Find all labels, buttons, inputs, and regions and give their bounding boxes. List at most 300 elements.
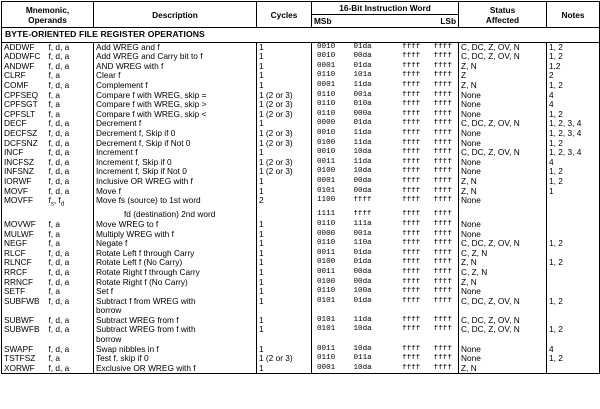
table-row bbox=[2, 297, 600, 307]
cell-w1: 0001 bbox=[317, 80, 336, 89]
cell-cyc: 1 bbox=[257, 364, 312, 374]
cell-status: C, Z, N bbox=[459, 249, 547, 259]
instruction-set-table bbox=[1, 1, 600, 374]
cell-w2: 11da bbox=[353, 157, 372, 166]
cell-cyc: 1 bbox=[257, 42, 312, 52]
cell-desc: Subtract f from WREG with bbox=[94, 297, 257, 307]
cell-notes: 1, 2 bbox=[547, 42, 600, 52]
cell-mn: ANDWF bbox=[2, 62, 47, 72]
cell-w3: ffff bbox=[402, 138, 421, 147]
cell-w2: 00da bbox=[353, 176, 372, 185]
cell-cyc: 1 (2 or 3) bbox=[257, 100, 312, 110]
cell-desc: Inclusive OR WREG with f bbox=[94, 177, 257, 187]
cell-cyc: 1 (2 or 3) bbox=[257, 167, 312, 177]
cell-w3: ffff bbox=[402, 258, 421, 267]
cell-w1: 0100 bbox=[317, 277, 336, 286]
cell-w3: ffff bbox=[402, 109, 421, 118]
cell-desc: Move WREG to f bbox=[94, 220, 257, 230]
cell-ops: f, d, a bbox=[47, 268, 94, 278]
cell-ops: f, d, a bbox=[47, 278, 94, 288]
cell-w2: 010a bbox=[353, 100, 372, 109]
cell-status: Z, N bbox=[459, 81, 547, 91]
cell-w2: 01da bbox=[353, 258, 372, 267]
cell-w4: ffff bbox=[429, 167, 459, 177]
cell-w3: ffff bbox=[402, 52, 421, 61]
cell-w3: ffff bbox=[402, 196, 421, 205]
mnemonic-header: Mnemonic, Operands bbox=[2, 2, 94, 28]
table-row bbox=[2, 316, 600, 326]
cell-w3: ffff bbox=[394, 364, 429, 374]
cell-w3: ffff bbox=[402, 315, 421, 324]
cell-mn: INFSNZ bbox=[2, 167, 47, 177]
cell-w2: 10da bbox=[352, 364, 394, 374]
cell-status: None bbox=[459, 230, 547, 240]
cell-notes: 1, 2 bbox=[547, 167, 600, 177]
cell-w2: 01da bbox=[353, 119, 372, 128]
cell-mn bbox=[2, 335, 47, 345]
cell-mn: ADDWFC bbox=[2, 52, 47, 62]
cell-cyc: 1 bbox=[257, 345, 312, 355]
cell-mn: RRNCF bbox=[2, 278, 47, 288]
cell-ops: f, a bbox=[47, 239, 94, 249]
cell-status: C, DC, Z, OV, N bbox=[459, 52, 547, 62]
cell-mn: RLNCF bbox=[2, 258, 47, 268]
cell-mn: SWAPF bbox=[2, 345, 47, 355]
cell-notes: 2 bbox=[547, 71, 600, 81]
cell-desc: Subtract WREG from f bbox=[94, 316, 257, 326]
cell-notes bbox=[547, 287, 600, 297]
cell-notes bbox=[547, 278, 600, 288]
cell-w4: ffff bbox=[429, 62, 459, 72]
cell-ops: f, a bbox=[47, 230, 94, 240]
cell-w2: 01da bbox=[353, 42, 372, 51]
cell-w2: 00da bbox=[353, 267, 372, 276]
cell-cyc: 1 bbox=[257, 187, 312, 197]
cell-notes: 1, 2 bbox=[547, 354, 600, 364]
cell-w4: ffff bbox=[429, 354, 459, 364]
cell-desc: Decrement f, Skip if 0 bbox=[94, 129, 257, 139]
cell-ops: f, d, a bbox=[47, 364, 94, 374]
cell-notes bbox=[547, 196, 600, 210]
cell-w1: 0000 bbox=[317, 119, 336, 128]
notes-header: Notes bbox=[547, 2, 600, 28]
cell-w4: ffff bbox=[429, 42, 459, 52]
cell-w4: ffff bbox=[429, 148, 459, 158]
table-row bbox=[2, 71, 600, 81]
cell-notes bbox=[547, 306, 600, 316]
cell-cyc: 1 bbox=[257, 81, 312, 91]
cell-mn: CPFSEQ bbox=[2, 91, 47, 101]
section-title: BYTE-ORIENTED FILE REGISTER OPERATIONS bbox=[2, 28, 600, 43]
cell-notes: 4 bbox=[547, 100, 600, 110]
cell-w2: 110a bbox=[353, 239, 372, 248]
cell-notes bbox=[547, 335, 600, 345]
cell-notes bbox=[547, 220, 600, 230]
cell-w1: 0110 bbox=[317, 354, 336, 363]
cell-w1: 0101 bbox=[317, 315, 336, 324]
cell-status: C, DC, Z, OV, N bbox=[459, 297, 547, 307]
cell-status: C, DC, Z, OV, N bbox=[459, 119, 547, 129]
cell-w1 bbox=[312, 335, 352, 345]
cell-cyc bbox=[257, 210, 312, 220]
cell-desc: Add WREG and Carry bit to f bbox=[94, 52, 257, 62]
cell-w2: 11da bbox=[353, 138, 372, 147]
cell-mn: TSTFSZ bbox=[2, 354, 47, 364]
table-row bbox=[2, 249, 600, 259]
cell-mn: MOVF bbox=[2, 187, 47, 197]
cell-desc: Increment f, Skip if 0 bbox=[94, 158, 257, 168]
cell-cyc: 1 bbox=[257, 177, 312, 187]
cell-notes bbox=[547, 364, 600, 374]
cell-w1: 0011 bbox=[317, 157, 336, 166]
cell-mn: CPFSLT bbox=[2, 110, 47, 120]
cell-ops: f, d, a bbox=[47, 177, 94, 187]
cell-desc: Compare f with WREG, skip > bbox=[94, 100, 257, 110]
cell-ops-sub: $f_s$, $f_d$ bbox=[47, 196, 94, 210]
cell-notes: 4 bbox=[547, 91, 600, 101]
cell-w3: ffff bbox=[402, 248, 421, 257]
cell-ops: f, d, a bbox=[47, 148, 94, 158]
table-row bbox=[2, 139, 600, 149]
cell-ops: f, d, a bbox=[47, 249, 94, 259]
cell-w4: ffff bbox=[429, 258, 459, 268]
cell-desc: Complement f bbox=[94, 81, 257, 91]
table-row bbox=[2, 42, 600, 52]
cell-mn: DCFSNZ bbox=[2, 139, 47, 149]
cell-w3: ffff bbox=[402, 148, 421, 157]
cell-mn: XORWF bbox=[2, 364, 47, 374]
cell-desc: Decrement f bbox=[94, 119, 257, 129]
cell-desc: Increment f bbox=[94, 148, 257, 158]
cell-w3: ffff bbox=[402, 100, 421, 109]
table-row bbox=[2, 230, 600, 240]
table-row bbox=[2, 158, 600, 168]
cell-w4: ffff bbox=[429, 345, 459, 355]
cell-mn: ADDWF bbox=[2, 42, 47, 52]
cell-desc: Rotate Left f (No Carry) bbox=[94, 258, 257, 268]
cell-w1: 0101 bbox=[317, 325, 336, 334]
cell-w4: ffff bbox=[429, 100, 459, 110]
table-row bbox=[2, 335, 600, 345]
cell-w2: 001a bbox=[353, 90, 372, 99]
cell-status: None bbox=[459, 158, 547, 168]
cell-ops: f, a bbox=[47, 71, 94, 81]
cell-w3 bbox=[394, 306, 429, 316]
cell-mn: NEGF bbox=[2, 239, 47, 249]
cell-w3: ffff bbox=[402, 354, 421, 363]
table-row bbox=[2, 119, 600, 129]
cell-cyc: 1 bbox=[257, 258, 312, 268]
cell-ops: f, d, a bbox=[47, 139, 94, 149]
table-row bbox=[2, 177, 600, 187]
cell-cyc: 1 bbox=[257, 148, 312, 158]
cell-w3: ffff bbox=[402, 287, 421, 296]
cell-notes: 1, 2 bbox=[547, 325, 600, 335]
cell-w3 bbox=[394, 335, 429, 345]
instruction-rows bbox=[2, 42, 600, 374]
cell-desc: Subtract WREG from f with bbox=[94, 325, 257, 335]
cell-desc: Rotate Right f (No Carry) bbox=[94, 278, 257, 288]
cell-desc: Increment f, Skip if Not 0 bbox=[94, 167, 257, 177]
cell-mn: SUBWFB bbox=[2, 325, 47, 335]
table-row bbox=[2, 148, 600, 158]
cell-w4: ffff bbox=[429, 52, 459, 62]
table-row bbox=[2, 239, 600, 249]
cell-w2: 100a bbox=[353, 287, 372, 296]
cell-w2: 01da bbox=[353, 61, 372, 70]
table-row bbox=[2, 220, 600, 230]
cell-w4: ffff bbox=[429, 139, 459, 149]
cell-cyc: 1 bbox=[257, 278, 312, 288]
cell-mn: MOVFF bbox=[2, 196, 47, 210]
cell-mn: SETF bbox=[2, 287, 47, 297]
cell-notes: 1, 2 bbox=[547, 239, 600, 249]
cell-status: Z, N bbox=[459, 177, 547, 187]
cell-w4: ffff bbox=[429, 210, 459, 220]
cell-mn: IORWF bbox=[2, 177, 47, 187]
cell-status bbox=[459, 335, 547, 345]
cell-notes bbox=[547, 210, 600, 220]
cell-w4: ffff bbox=[429, 316, 459, 326]
cell-notes: 1, 2 bbox=[547, 81, 600, 91]
cell-status: None bbox=[459, 345, 547, 355]
cell-status: None bbox=[459, 100, 547, 110]
cell-w4: ffff bbox=[429, 268, 459, 278]
cell-w4: ffff bbox=[429, 220, 459, 230]
cell-w2: 10da bbox=[353, 167, 372, 176]
cell-status: Z bbox=[459, 71, 547, 81]
table-row bbox=[2, 278, 600, 288]
cell-status: Z, N bbox=[459, 364, 547, 374]
table-row bbox=[2, 258, 600, 268]
cell-desc: Exclusive OR WREG with f bbox=[94, 364, 257, 374]
cell-w2: 11da bbox=[353, 80, 372, 89]
cell-w3: ffff bbox=[402, 167, 421, 176]
cell-status: None bbox=[459, 139, 547, 149]
cell-status: C, DC, Z, OV, N bbox=[459, 325, 547, 335]
cell-ops: f, a bbox=[47, 100, 94, 110]
cell-desc: AND WREG with f bbox=[94, 62, 257, 72]
cell-status bbox=[459, 210, 547, 220]
cell-cyc: 1 bbox=[257, 220, 312, 230]
cell-cyc: 1 (2 or 3) bbox=[257, 354, 312, 364]
cell-w2: 10da bbox=[353, 148, 372, 157]
cell-w3: ffff bbox=[402, 42, 421, 51]
cell-w2: ffff bbox=[353, 196, 372, 205]
cell-status: None bbox=[459, 220, 547, 230]
cell-w1: 0110 bbox=[317, 71, 336, 80]
cell-cyc bbox=[257, 335, 312, 345]
cell-notes: 1, 2 bbox=[547, 258, 600, 268]
cell-cyc: 1 (2 or 3) bbox=[257, 158, 312, 168]
cell-desc: Clear f bbox=[94, 71, 257, 81]
cell-status: C, DC, Z, OV, N bbox=[459, 148, 547, 158]
cell-w2: 11da bbox=[353, 315, 372, 324]
cell-w4: ffff bbox=[429, 287, 459, 297]
table-row bbox=[2, 210, 600, 220]
cell-cyc: 1 (2 or 3) bbox=[257, 110, 312, 120]
table-row bbox=[2, 91, 600, 101]
cell-ops: f, d, a bbox=[47, 187, 94, 197]
cell-w3: ffff bbox=[402, 277, 421, 286]
cell-w3: ffff bbox=[402, 119, 421, 128]
cell-notes bbox=[547, 230, 600, 240]
cell-w3: ffff bbox=[402, 128, 421, 137]
description-header: Description bbox=[94, 2, 257, 28]
cell-ops: f, a bbox=[47, 287, 94, 297]
cell-w3: ffff bbox=[402, 344, 421, 353]
cell-status: None bbox=[459, 167, 547, 177]
cell-w1: 0001 bbox=[317, 61, 336, 70]
cell-w4: ffff bbox=[429, 196, 459, 210]
cell-w1: 0110 bbox=[317, 287, 336, 296]
instruction-table-container bbox=[1, 1, 599, 407]
cell-w4: ffff bbox=[429, 278, 459, 288]
cell-notes bbox=[547, 316, 600, 326]
cell-mn bbox=[2, 210, 47, 220]
cell-w2: 00da bbox=[353, 52, 372, 61]
cell-w3: ffff bbox=[402, 267, 421, 276]
cell-mn: CPFSGT bbox=[2, 100, 47, 110]
cell-w1: 0011 bbox=[317, 248, 336, 257]
cell-w1: 0110 bbox=[317, 100, 336, 109]
table-row bbox=[2, 345, 600, 355]
table-row bbox=[2, 306, 600, 316]
table-row bbox=[2, 287, 600, 297]
cell-status: Z, N bbox=[459, 258, 547, 268]
cell-w2: 111a bbox=[353, 219, 372, 228]
cell-notes bbox=[547, 249, 600, 259]
cell-desc: borrow bbox=[94, 306, 257, 316]
cell-w1: 0100 bbox=[317, 258, 336, 267]
cell-cyc: 1 bbox=[257, 230, 312, 240]
cell-w1: 0001 bbox=[312, 364, 352, 374]
cell-status: None bbox=[459, 110, 547, 120]
cell-cyc: 1 bbox=[257, 239, 312, 249]
cell-w4: ffff bbox=[429, 325, 459, 335]
cell-cyc: 1 (2 or 3) bbox=[257, 91, 312, 101]
lsb-header: LSb bbox=[394, 15, 459, 28]
cell-w3: ffff bbox=[402, 210, 421, 219]
cell-status: None bbox=[459, 354, 547, 364]
cell-ops: f, d, a bbox=[47, 119, 94, 129]
cell-w4: ffff bbox=[429, 81, 459, 91]
cell-mn bbox=[2, 306, 47, 316]
cell-w4: ffff bbox=[429, 129, 459, 139]
cell-w1: 0011 bbox=[317, 267, 336, 276]
cell-ops: f, d, a bbox=[47, 42, 94, 52]
cell-w2: 00da bbox=[353, 186, 372, 195]
cell-w2: 00da bbox=[353, 277, 372, 286]
cell-w1: 1100 bbox=[317, 196, 336, 205]
cell-mn: DECF bbox=[2, 119, 47, 129]
cell-w2: 11da bbox=[353, 128, 372, 137]
cell-w2: 101a bbox=[353, 71, 372, 80]
cell-w2: 01da bbox=[353, 296, 372, 305]
cell-desc: Test f, skip if 0 bbox=[94, 354, 257, 364]
cell-w1: 0001 bbox=[317, 176, 336, 185]
cell-w4: ffff bbox=[429, 249, 459, 259]
cell-w4: ffff bbox=[429, 187, 459, 197]
cell-w1: 0100 bbox=[317, 138, 336, 147]
cell-cyc: 1 bbox=[257, 71, 312, 81]
cell-w4: ffff bbox=[429, 158, 459, 168]
cell-notes: 1, 2 bbox=[547, 110, 600, 120]
cell-desc: Negate f bbox=[94, 239, 257, 249]
cell-mn: RRCF bbox=[2, 268, 47, 278]
table-row bbox=[2, 110, 600, 120]
cell-w2 bbox=[352, 335, 394, 345]
cell-w4: ffff bbox=[429, 239, 459, 249]
cell-ops: f, d, a bbox=[47, 325, 94, 335]
cell-mn: SUBWF bbox=[2, 316, 47, 326]
cell-desc: Set f bbox=[94, 287, 257, 297]
cell-ops: f, a bbox=[47, 91, 94, 101]
cell-ops bbox=[47, 335, 94, 345]
cell-mn: MOVWF bbox=[2, 220, 47, 230]
cell-mn: INCFSZ bbox=[2, 158, 47, 168]
table-row bbox=[2, 325, 600, 335]
cell-w4 bbox=[429, 335, 459, 345]
cell-status: None bbox=[459, 91, 547, 101]
cell-w4: ffff bbox=[429, 177, 459, 187]
cell-desc: Add WREG and f bbox=[94, 42, 257, 52]
cell-w1: 0100 bbox=[317, 167, 336, 176]
cell-w2: 10da bbox=[353, 344, 372, 353]
cell-ops: f, d, a bbox=[47, 345, 94, 355]
cell-w2: 01da bbox=[353, 248, 372, 257]
cell-desc: fd (destination) 2nd word bbox=[94, 210, 257, 220]
cell-w1 bbox=[312, 306, 352, 316]
cell-notes: 1,2 bbox=[547, 62, 600, 72]
cell-desc: Rotate Right f through Carry bbox=[94, 268, 257, 278]
cell-w1: 0010 bbox=[317, 42, 336, 51]
cell-w4: ffff bbox=[429, 110, 459, 120]
cell-ops: f, d, a bbox=[47, 129, 94, 139]
cell-ops: f, d, a bbox=[47, 167, 94, 177]
cell-ops bbox=[47, 210, 94, 220]
cell-notes: 1 bbox=[547, 187, 600, 197]
cell-status: None bbox=[459, 287, 547, 297]
cell-w4: ffff bbox=[429, 119, 459, 129]
cell-w3: ffff bbox=[402, 176, 421, 185]
cell-ops: f, a bbox=[47, 110, 94, 120]
cell-cyc: 1 bbox=[257, 297, 312, 307]
table-row bbox=[2, 81, 600, 91]
cell-ops: f, a bbox=[47, 354, 94, 364]
cell-notes: 1, 2 bbox=[547, 177, 600, 187]
table-row bbox=[2, 100, 600, 110]
cell-w3: ffff bbox=[402, 157, 421, 166]
cell-desc: Move f bbox=[94, 187, 257, 197]
cell-mn: COMF bbox=[2, 81, 47, 91]
cell-w2: 10da bbox=[353, 325, 372, 334]
cell-cyc: 1 bbox=[257, 316, 312, 326]
cell-mn: SUBFWB bbox=[2, 297, 47, 307]
cell-desc: Decrement f, Skip if Not 0 bbox=[94, 139, 257, 149]
cell-status: Z, N bbox=[459, 62, 547, 72]
cell-cyc: 1 bbox=[257, 52, 312, 62]
cell-desc: Move fs (source) to 1st word bbox=[94, 196, 257, 210]
cell-notes: 1, 2, 3, 4 bbox=[547, 148, 600, 158]
cell-cyc: 1 bbox=[257, 325, 312, 335]
cell-w4: ffff bbox=[429, 91, 459, 101]
cell-mn: INCF bbox=[2, 148, 47, 158]
table-row bbox=[2, 354, 600, 364]
cell-ops: f, d, a bbox=[47, 258, 94, 268]
cell-desc: Rotate Left f through Carry bbox=[94, 249, 257, 259]
status-header: Status Affected bbox=[459, 2, 547, 28]
